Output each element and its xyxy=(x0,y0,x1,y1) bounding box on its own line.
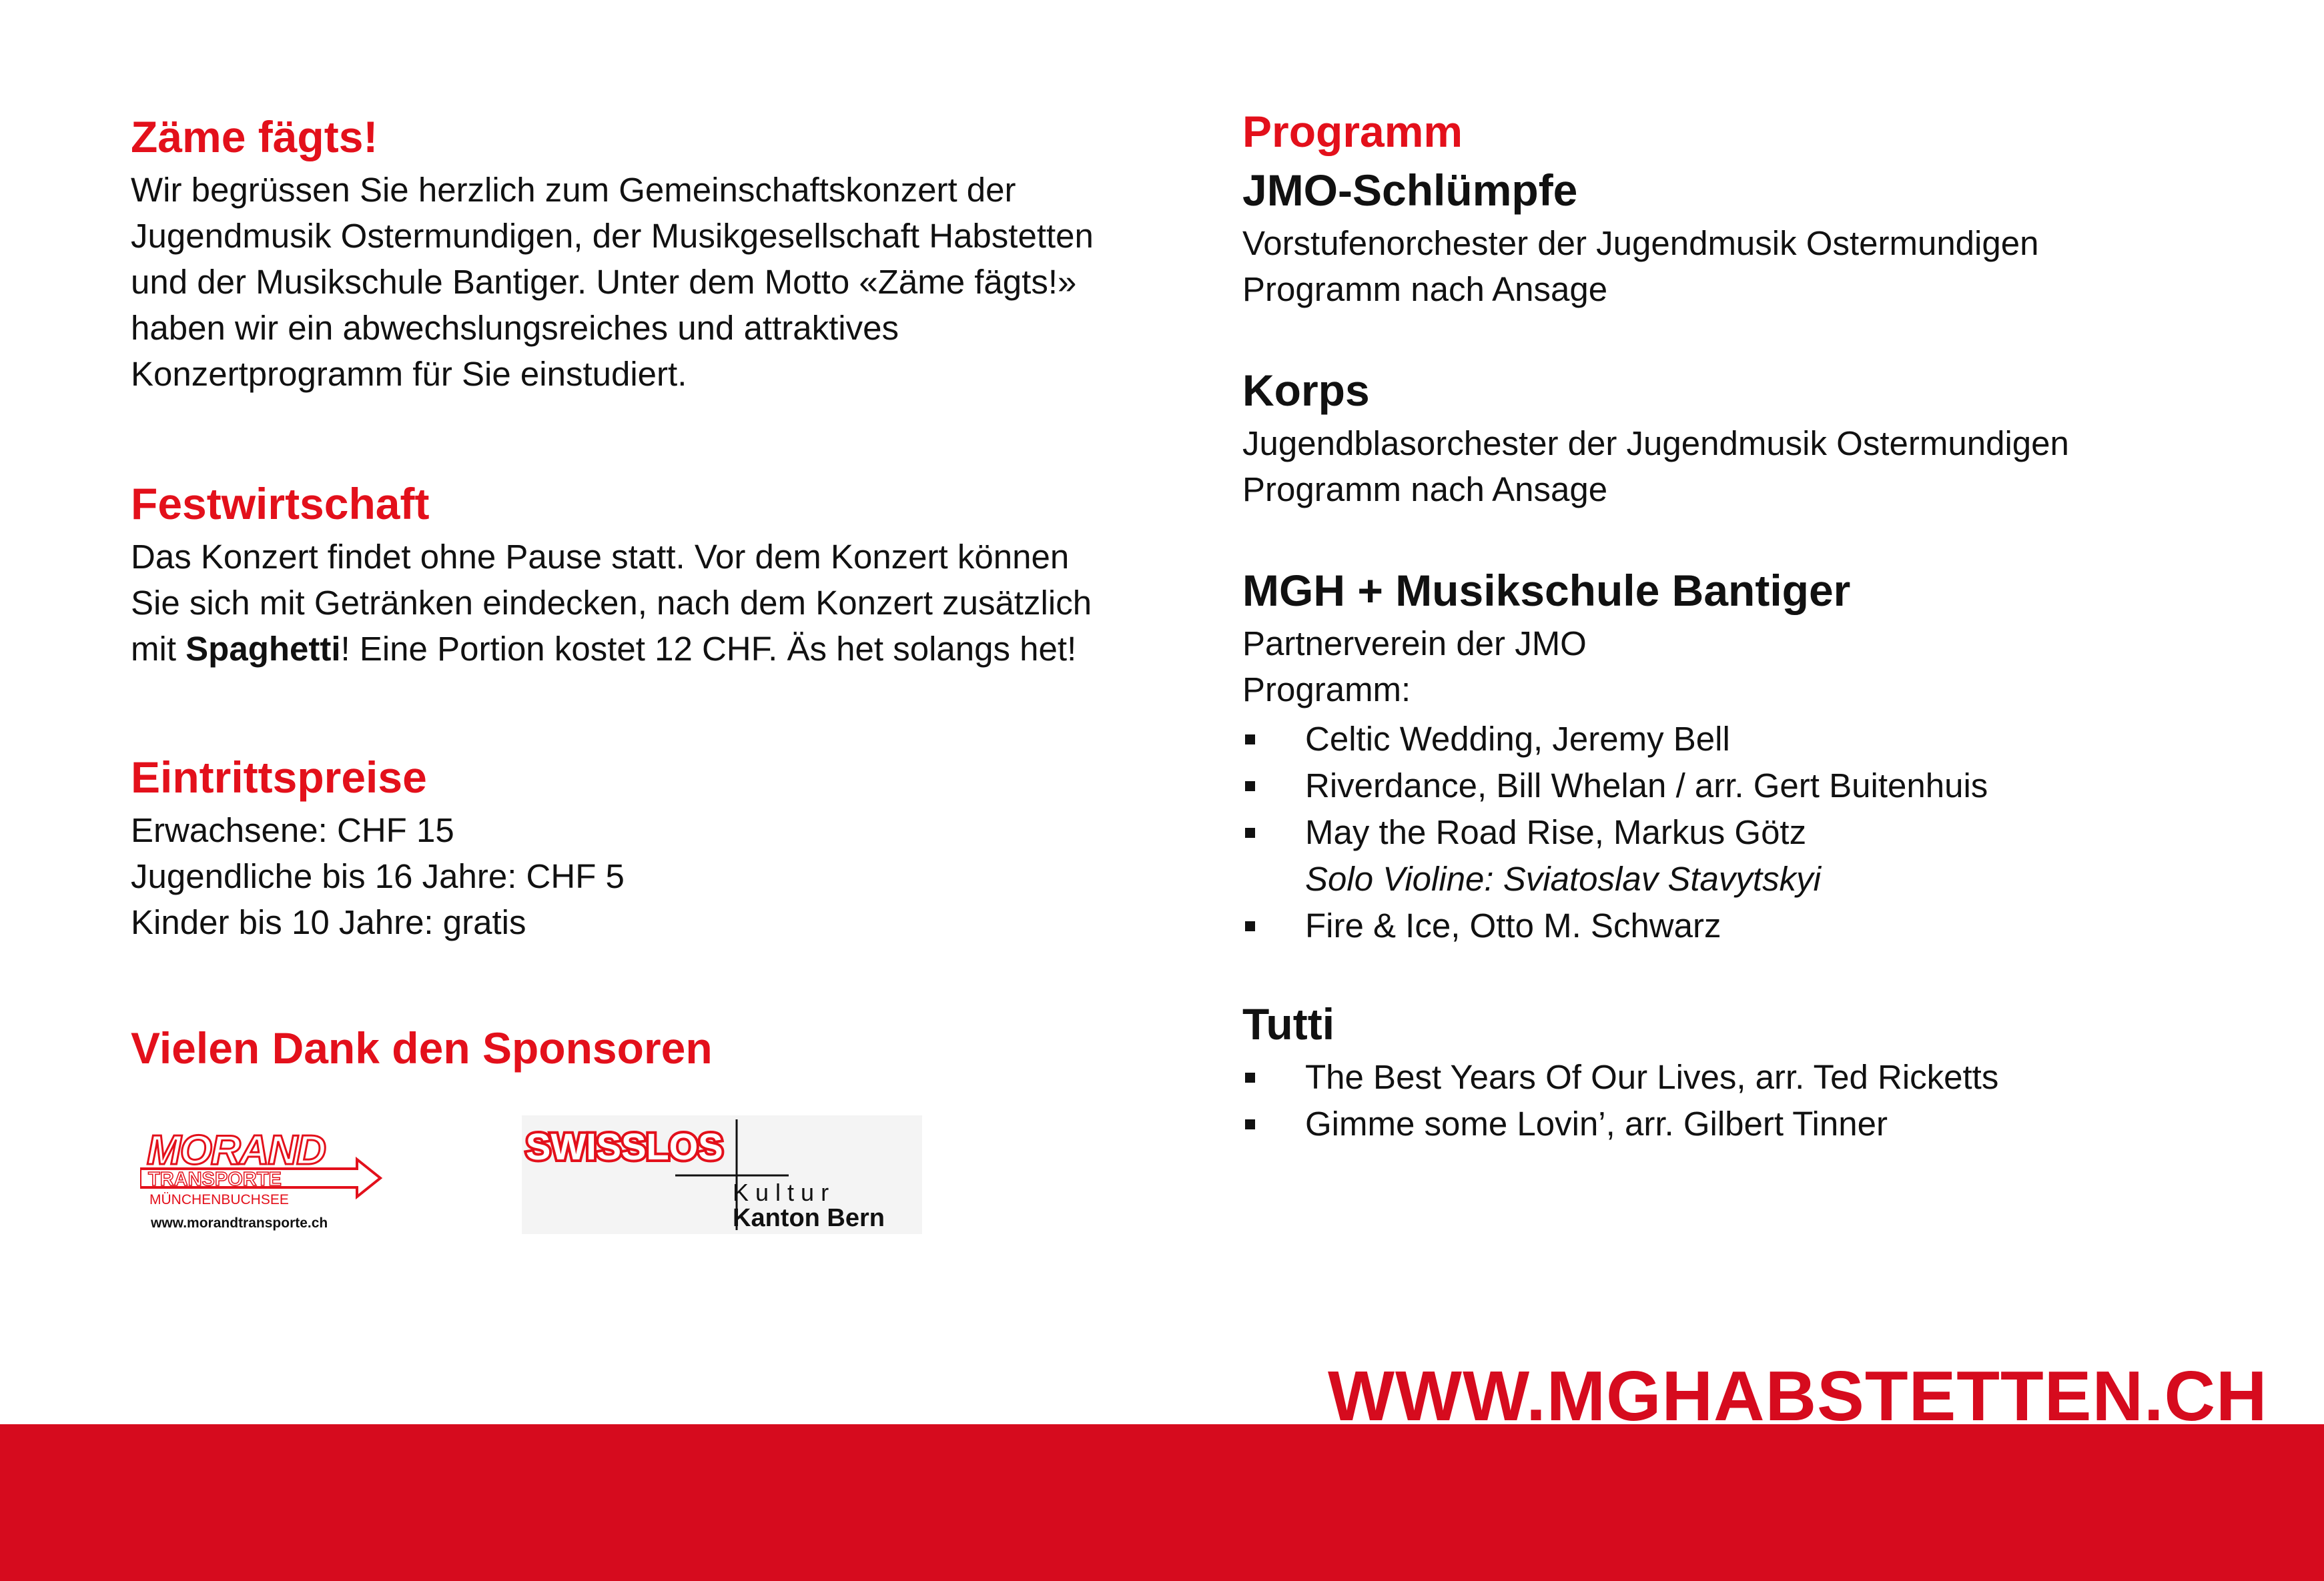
intro-line: Jugendmusik Ostermundigen, der Musikgesellschaft Habstetten xyxy=(131,217,1094,255)
text-fragment: mit xyxy=(131,630,186,668)
mgh-description xyxy=(1242,620,1587,712)
jmo-line: Vorstufenorchester der Jugendmusik Ostermundigen xyxy=(1242,224,2039,262)
list-item xyxy=(1242,716,1988,762)
intro-paragraph xyxy=(131,167,1094,397)
festwirtschaft-paragraph xyxy=(131,534,1092,672)
intro-line: haben wir ein abwechslungsreiches und attraktives xyxy=(131,309,899,347)
mgh-title: MGH + Musikschule Bantiger xyxy=(1242,566,1851,615)
item-text: Celtic Wedding, Jeremy Bell xyxy=(1305,720,1730,758)
bullet-square-icon xyxy=(1245,828,1255,838)
festwirtschaft-line xyxy=(131,626,1092,672)
festwirtschaft-line: Das Konzert findet ohne Pause statt. Vor dem Konzert können xyxy=(131,538,1070,576)
item-text: The Best Years Of Our Lives, arr. Ted Ricketts xyxy=(1305,1058,1999,1096)
korps-description xyxy=(1242,420,2069,512)
heading-sponsoren: Vielen Dank den Sponsoren xyxy=(131,1023,713,1073)
heading-programm: Programm xyxy=(1242,107,1463,156)
bullet-square-icon xyxy=(1245,734,1255,744)
website-url[interactable]: WWW.MGHABSTETTEN.CH xyxy=(1328,1357,2268,1436)
list-item xyxy=(1242,1101,1998,1147)
price-line: Kinder bis 10 Jahre: gratis xyxy=(131,903,526,941)
korps-line: Programm nach Ansage xyxy=(1242,470,1608,508)
bullet-square-icon xyxy=(1245,1073,1255,1083)
footer-band xyxy=(0,1424,2324,1581)
mgh-line: Partnerverein der JMO xyxy=(1242,624,1587,662)
intro-line: Konzertprogramm für Sie einstudiert. xyxy=(131,355,687,393)
morand-wordmark: MORAND xyxy=(147,1127,325,1173)
bullet-square-icon xyxy=(1245,1119,1255,1129)
mgh-program-list xyxy=(1242,716,1988,949)
list-item xyxy=(1242,809,1988,856)
morand-transporte-logo xyxy=(140,1121,387,1234)
solo-note: Solo Violine: Sviatoslav Stavytskyi xyxy=(1305,860,1821,898)
item-text: Fire & Ice, Otto M. Schwarz xyxy=(1305,907,1721,945)
bullet-square-icon xyxy=(1245,921,1255,931)
list-item xyxy=(1242,903,1988,949)
kanton-bern-text: Kanton Bern xyxy=(733,1204,885,1232)
item-text: May the Road Rise, Markus Götz xyxy=(1305,813,1807,851)
morand-sub2: MÜNCHENBUCHSEE xyxy=(149,1192,289,1207)
morand-url: www.morandtransporte.ch xyxy=(151,1215,328,1231)
heading-eintrittspreise: Eintrittspreise xyxy=(131,752,427,802)
spaghetti-bold: Spaghetti xyxy=(185,630,341,668)
swisslos-kultur-logo xyxy=(522,1115,922,1234)
prices-list xyxy=(131,807,625,945)
jmo-title: JMO-Schlümpfe xyxy=(1242,165,1578,215)
festwirtschaft-line: Sie sich mit Getränken eindecken, nach dem Konzert zusätzlich xyxy=(131,584,1092,622)
list-item xyxy=(1242,1054,1998,1101)
item-text: Gimme some Lovin’, arr. Gilbert Tinner xyxy=(1305,1105,1888,1143)
morand-sub1: TRANSPORTE xyxy=(148,1169,282,1190)
intro-line: und der Musikschule Bantiger. Unter dem Motto «Zäme fägts!» xyxy=(131,263,1077,301)
price-line: Erwachsene: CHF 15 xyxy=(131,811,454,849)
heading-zaeme-faegts: Zäme fägts! xyxy=(131,112,378,161)
bullet-square-icon xyxy=(1245,781,1255,791)
swisslos-wordmark: SWISSLOS xyxy=(526,1125,723,1167)
text-fragment: ! Eine Portion kostet 12 CHF. Äs het solangs het! xyxy=(340,630,1077,668)
item-text: Riverdance, Bill Whelan / arr. Gert Buitenhuis xyxy=(1305,766,1988,805)
intro-line: Wir begrüssen Sie herzlich zum Gemeinschaftskonzert der xyxy=(131,171,1016,209)
tutti-program-list xyxy=(1242,1054,1998,1147)
jmo-line: Programm nach Ansage xyxy=(1242,270,1608,308)
jmo-description xyxy=(1242,220,2038,312)
tutti-title: Tutti xyxy=(1242,999,1335,1049)
list-item xyxy=(1242,762,1988,809)
korps-line: Jugendblasorchester der Jugendmusik Ostermundigen xyxy=(1242,424,2069,462)
kultur-text: K u l t u r xyxy=(733,1179,829,1206)
price-line: Jugendliche bis 16 Jahre: CHF 5 xyxy=(131,857,625,895)
heading-festwirtschaft: Festwirtschaft xyxy=(131,479,430,528)
mgh-line: Programm: xyxy=(1242,670,1411,708)
korps-title: Korps xyxy=(1242,366,1370,415)
